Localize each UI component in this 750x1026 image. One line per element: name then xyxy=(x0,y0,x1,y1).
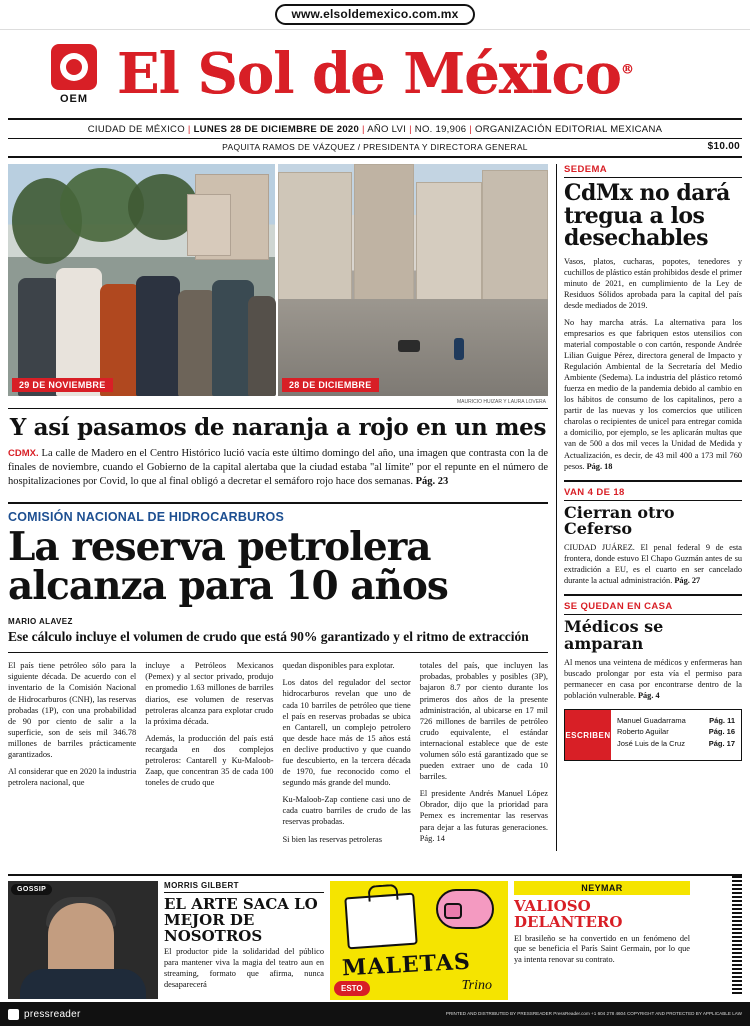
dateline-sep1: | xyxy=(187,124,194,135)
dateline-sep3: | xyxy=(409,124,415,135)
gossip-headline[interactable]: EL ARTE SACA LO MEJOR DE NOSOTROS xyxy=(164,895,318,945)
sedema-para-2-text: No hay marcha atrás. La alternativa para los empresarios es que fabriquen estos utensilios con material compostable o con cartón, responde Andrée Lilian Guigue Pérez, directora general de Impacto y Regulación Ambiental de la Secretaría del Medio Ambiente (Sedema). La industria del plástico retomó fuerza en medio de la pandemia debido al cambio en los hábitos de consumo de los capitalinos, pero a partir de las nuevas y los comercios que utilicen charolas o recipientes de unicel para entregar comida a domicilio, por ejemplo, se les aplicarán multas que van de 500 a dos mil veces la Unidad de Medida y Actualización, es decir, de 43 mil 400 a 173 mil 760 pesos. xyxy=(564,318,742,471)
barcode xyxy=(732,876,742,994)
sports-story xyxy=(514,881,690,1000)
dateline-date: LUNES 28 DE DICIEMBRE DE 2020 xyxy=(193,124,360,135)
section-label-ceferso: VAN 4 DE 18 xyxy=(564,487,742,501)
escriben-name: José Luis de la Cruz xyxy=(617,738,685,748)
oem-logo xyxy=(42,44,106,105)
sedema-page[interactable]: Pág. 18 xyxy=(586,461,613,471)
medicos-headline[interactable]: Médicos se amparan xyxy=(564,617,664,654)
sedema-para-1: Vasos, platos, cucharas, popotes, tenedores y cuchillos de plástico están prohibidos desde el primer minuto de 2021, en cumplimiento de la Ley de Residuos Sólidos aprobada para la capital del país desde mediados de 2019. xyxy=(564,256,742,311)
suitcase-icon xyxy=(344,893,417,950)
sedema-para-2 xyxy=(564,317,742,471)
photo-december-image xyxy=(278,164,548,396)
site-url[interactable]: www.elsoldemexico.com.mx xyxy=(275,4,474,25)
dateline-year: AÑO LVI xyxy=(367,124,407,135)
lead-byline: MARIO ALAVEZ xyxy=(8,617,73,627)
gossip-text: El productor pide la solidaridad del público para mantener viva la magia del teatro aun en streaming, formato que afirma, nunca desaparecerá xyxy=(164,947,324,990)
escriben-page: Pág. 17 xyxy=(708,738,735,748)
ad-word: MALETAS xyxy=(341,948,472,982)
photo-story-deck-text: La calle de Madero en el Centro Histórico lució vacía este último domingo del año, una imagen que contrasta con la de finales de noviembre, cuando el Gobierno de la capital alertaba que la ciudad estaba "al límite" por el repunte en el número de hospitalizaciones por Covid, lo que al final obligó a decretar el semáforo rojo hace dos semanas. xyxy=(8,448,548,488)
ad-signature: Trino xyxy=(461,978,492,993)
lead-para: Los datos del regulador del sector hidrocarburos revelan que uno de cada 10 barriles de petróleo que tiene el país en reservas probadas se ubica en Cantarell, un complejo petrolero que desde hace más de 15 años está en declive productivo y que cuando fue descubierto, en la tercera década de 1970, fue reconocido como el segundo más grande del mundo. xyxy=(282,678,411,788)
medicos-text xyxy=(564,657,742,701)
sun-icon xyxy=(51,44,97,90)
photo-tag-december: 28 DE DICIEMBRE xyxy=(282,378,379,392)
lead-column-2 xyxy=(145,660,273,850)
lead-column-3 xyxy=(283,660,411,850)
director-text: PAQUITA RAMOS DE VÁZQUEZ / PRESIDENTA Y DIRECTORA GENERAL xyxy=(222,142,528,152)
photo-november xyxy=(8,164,275,396)
pressreader-brand[interactable] xyxy=(8,1009,81,1020)
lead-para: Ku-Maloob-Zap contiene casi uno de cada cuatro barriles de crudo de las reservas probadas. xyxy=(282,795,411,827)
photo-pair xyxy=(8,164,548,405)
lead-columns xyxy=(8,660,548,850)
lead-para: El presidente Andrés Manuel López Obrador, dijo que la prioridad para Pemex es incrementar las reservas para dejar a las futuras generaciones. Pág. 14 xyxy=(419,789,548,843)
gossip-photo xyxy=(8,881,158,999)
ceferso-text xyxy=(564,542,742,586)
section-label-medicos: SE QUEDAN EN CASA xyxy=(564,601,742,615)
escriben-list xyxy=(611,710,741,760)
divider xyxy=(564,480,742,482)
left-column xyxy=(8,164,548,851)
site-url-bar xyxy=(0,0,750,30)
masthead xyxy=(0,30,750,114)
dateline xyxy=(8,118,742,139)
photo-story-page[interactable]: Pág. 23 xyxy=(415,476,449,488)
sports-kicker: NEYMAR xyxy=(514,881,690,895)
photo-story-head xyxy=(8,408,548,490)
ceferso-headline[interactable]: Cierran otro Ceferso xyxy=(564,502,675,539)
ceferso-page[interactable]: Pág. 27 xyxy=(674,576,701,586)
list-item[interactable] xyxy=(617,726,735,737)
lead-column-1 xyxy=(8,660,136,850)
photo-november-image xyxy=(8,164,275,396)
lead-para: Si bien las reservas petroleras xyxy=(282,834,383,844)
registered-mark: ® xyxy=(621,62,634,78)
escriben-box xyxy=(564,709,742,761)
photo-story-kicker: CDMX. xyxy=(8,448,39,459)
medicos-page[interactable]: Pág. 4 xyxy=(637,690,660,700)
lead-headline[interactable]: La reserva petrolera alcanza para 10 años xyxy=(8,523,448,610)
lead-story xyxy=(8,502,548,851)
footer-meta: PRINTED AND DISTRIBUTED BY PRESSREADER PressReader.com +1 604 278 4604 COPYRIGHT AND PROTECTED BY APPLICABLE LAW xyxy=(445,1011,742,1017)
pressreader-label: pressreader xyxy=(24,1008,81,1020)
pressreader-icon xyxy=(8,1009,19,1020)
escriben-label: ESCRIBEN xyxy=(565,710,611,760)
ceferso-body: CIUDAD JUÁREZ. El penal federal 9 de esta frontera, donde estuvo El Chapo Guzmán antes de su extradición a EU, es el cuarto en ser cancelado durante la actual administración. xyxy=(564,543,742,586)
director-line xyxy=(8,139,742,158)
escriben-page: Pág. 16 xyxy=(708,727,735,737)
newspaper-title xyxy=(116,41,634,107)
list-item[interactable] xyxy=(617,715,735,726)
sports-text: El brasileño se ha convertido en un fenómeno del que se beneficia el París Saint Germain, por lo que ya intenta renovar su contrato. xyxy=(514,933,690,965)
oem-label: OEM xyxy=(59,93,89,105)
lead-para: Al considerar que en 2020 la industria petrolera nacional, que xyxy=(8,767,137,788)
dateline-org: ORGANIZACIÓN EDITORIAL MEXICANA xyxy=(475,124,663,135)
escriben-name: Manuel Guadarrama xyxy=(617,716,686,725)
cartoon-ad[interactable] xyxy=(330,881,508,1000)
photo-tag-november: 29 DE NOVIEMBRE xyxy=(12,378,113,392)
lead-para: El país tiene petróleo sólo para la siguiente década. De acuerdo con el inventario de la Comisión Nacional de Hidrocarburos (CNH), las reservas probadas (1P), con una probabilidad de 90 por ciento de salir a la superficie, son de seis mil 346.78 millones de barriles prácticamente garantizados. xyxy=(8,661,137,759)
page-body xyxy=(0,158,750,851)
portrait-shoulder xyxy=(20,969,146,999)
lead-column-4 xyxy=(420,660,548,850)
sports-headline[interactable]: VALIOSO DELANTERO xyxy=(514,897,623,931)
lead-deck: Ese cálculo incluye el volumen de crudo que está 90% garantizado y el ritmo de extracción xyxy=(8,629,548,653)
photo-credit: MAURICIO HUIZAR Y LAURA LOVERA xyxy=(456,399,546,405)
gossip-badge: GOSSIP xyxy=(11,884,52,895)
lead-kicker: COMISIÓN NACIONAL DE HIDROCARBUROS xyxy=(8,509,285,524)
photo-december xyxy=(278,164,548,405)
photo-story-headline[interactable]: Y así pasamos de naranja a rojo en un mes xyxy=(9,414,547,441)
escriben-name: Roberto Aguilar xyxy=(617,727,669,737)
medicos-body: Al menos una veintena de médicos y enfermeras han buscado prolongar por esta vía el permiso para permanecer en casa por encontrarse dentro de la población vulnerable. xyxy=(564,657,742,700)
right-column xyxy=(556,164,742,851)
price-label: $10.00 xyxy=(707,141,740,152)
pressreader-footer xyxy=(0,1002,750,1026)
pig-icon xyxy=(436,889,494,929)
escriben-page: Pág. 11 xyxy=(709,716,735,725)
lead-para: incluye a Petróleos Mexicanos (Pemex) y al sector privado, produjo en promedio 1.63 millones de barriles diarios, ese volumen de reservas petroleras alcanza para explotar crudo la próxima década. xyxy=(145,661,274,726)
gossip-story xyxy=(164,881,324,1000)
gossip-kicker: MORRIS GILBERT xyxy=(164,881,324,893)
lead-para: totales del país, que incluyen las probadas, probables y posibles (3P), bajaron 8.7 por ciento durante los primeros dos años de la presente administración, al ubicarse en 17 mil 726 millones de barriles de petróleo crudo equivalente, el estándar internacional establece que de este volumen sólo está garantizado que se pueden extraer uno de cada 10 barriles. xyxy=(419,661,548,782)
photo-story-deck xyxy=(8,447,548,490)
bottom-strip xyxy=(8,874,742,1000)
sedema-headline[interactable]: CdMx no dará tregua a los desechables xyxy=(564,180,730,252)
divider xyxy=(564,594,742,596)
dateline-sep2: | xyxy=(362,124,368,135)
lead-para: Además, la producción del país está recargada en dos complejos petroleros: Cantarell y Ku-Maloob-Zaap, que concentran 35 de cada 100 toneles de crudo que xyxy=(145,733,274,788)
lead-para: quedan disponibles para explotar. xyxy=(282,661,395,671)
newspaper-title-text: El Sol de México xyxy=(116,41,622,107)
list-item[interactable] xyxy=(617,738,735,749)
dateline-number: NO. 19,906 xyxy=(414,124,467,135)
esto-badge: ESTO xyxy=(334,981,370,996)
dateline-city: CIUDAD DE MÉXICO xyxy=(87,124,185,135)
section-label-sedema: SEDEMA xyxy=(564,164,742,178)
dateline-sep4: | xyxy=(469,124,476,135)
